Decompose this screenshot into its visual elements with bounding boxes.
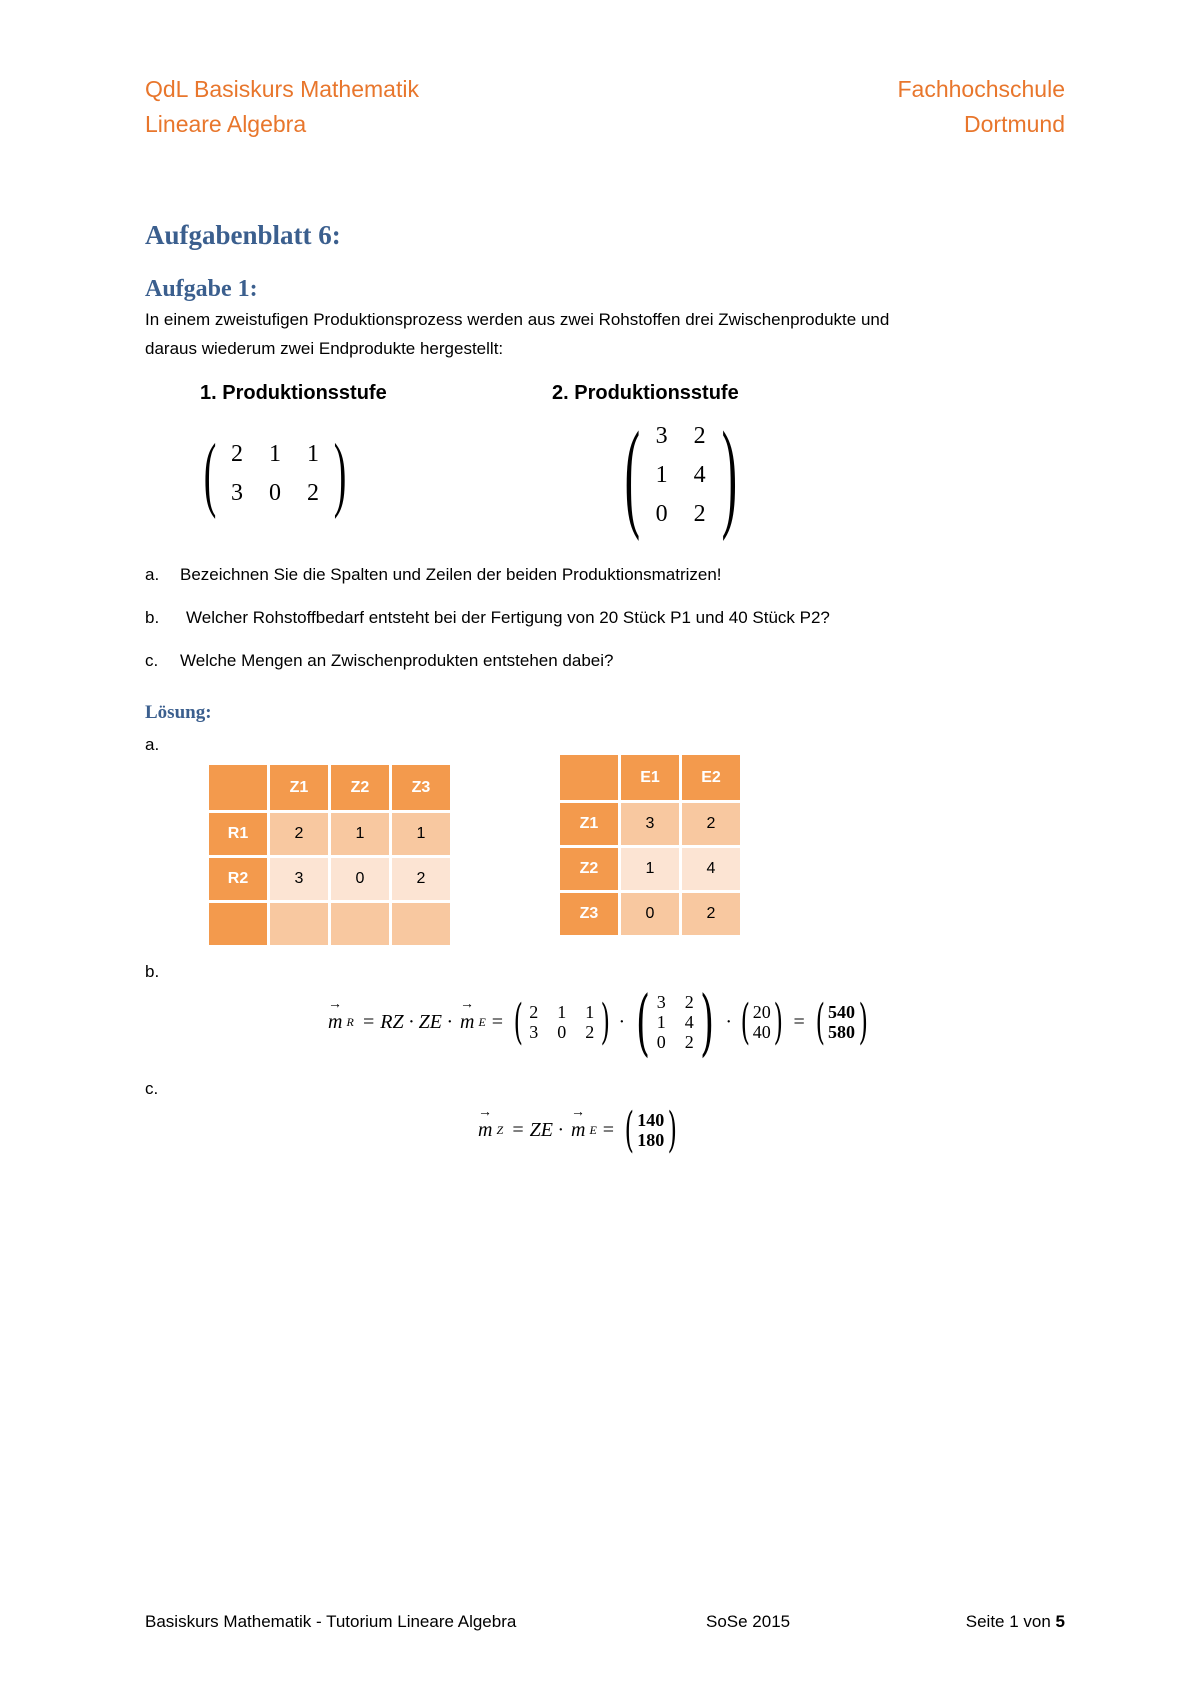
table-corner — [209, 765, 267, 810]
left-paren-icon: ( — [636, 980, 651, 1064]
matrix-stage2 — [612, 407, 749, 542]
footer-semester: SoSe 2015 — [706, 1612, 791, 1631]
solution-c-marker: c. — [145, 1079, 159, 1098]
matrix-cell: 0 — [268, 480, 281, 506]
equals-sign: = — [602, 1118, 615, 1141]
table-cell — [331, 903, 389, 945]
equation-operator: = ZE · — [511, 1118, 563, 1141]
table-cell: 1 — [331, 813, 389, 855]
matrix-cell: 0 — [655, 500, 668, 527]
matrix-cell: 1 — [656, 1012, 666, 1032]
column-header: Z3 — [392, 765, 450, 810]
task-heading: Aufgabe 1: — [145, 276, 258, 302]
matrix-cell: 2 — [585, 1022, 595, 1042]
footer-page-number — [966, 1612, 1065, 1632]
matrix-cell: 2 — [529, 1002, 539, 1022]
right-paren-icon: ) — [600, 994, 610, 1050]
vector-subscript: Z — [496, 1122, 504, 1137]
header-city: Dortmund — [964, 111, 1065, 137]
right-paren-icon: ) — [700, 980, 715, 1064]
vector-cell: 140 — [637, 1110, 665, 1130]
header-course: QdL Basiskurs Mathematik — [145, 76, 419, 102]
vector-subscript: E — [478, 1014, 486, 1029]
matrix-cell: 2 — [684, 992, 694, 1012]
vector-demand — [736, 994, 787, 1050]
question-a-text: Bezeichnen Sie die Spalten und Zeilen der beiden Produktionsmatrizen! — [180, 565, 722, 584]
matrix-cell: 0 — [557, 1022, 567, 1042]
matrix-rz — [509, 994, 614, 1050]
solution-a-marker: a. — [145, 735, 160, 754]
vector-cell: 540 — [828, 1002, 856, 1022]
table-cell: 1 — [392, 813, 450, 855]
vector-symbol: → m — [478, 1119, 492, 1142]
header-institution: Fachhochschule — [897, 76, 1065, 102]
table-cell: 2 — [270, 813, 328, 855]
left-paren-icon: ( — [740, 994, 751, 1050]
matrix-cell: 3 — [529, 1022, 539, 1042]
row-header — [209, 903, 267, 945]
matrix-cell: 4 — [684, 1012, 694, 1032]
table-cell: 0 — [621, 893, 679, 935]
question-c-marker: c. — [145, 651, 159, 670]
row-header: R1 — [209, 813, 267, 855]
table-cell: 3 — [270, 858, 328, 900]
matrix-cell: 1 — [268, 441, 281, 467]
right-paren-icon: ) — [721, 407, 737, 542]
question-c-text: Welche Mengen an Zwischenprodukten entstehen dabei? — [180, 651, 614, 670]
table-cell: 0 — [331, 858, 389, 900]
right-paren-icon: ) — [667, 1102, 677, 1158]
matrix-cell: 3 — [655, 422, 668, 449]
table-cell: 4 — [682, 848, 740, 890]
row-header: Z1 — [560, 803, 618, 845]
dot-operator: · — [725, 1010, 733, 1033]
right-paren-icon: ) — [773, 994, 783, 1050]
vector-result-intermediate — [620, 1102, 681, 1158]
page-title: Aufgabenblatt 6: — [145, 220, 341, 250]
task-intro-line2: daraus wiederum zwei Endprodukte hergestellt: — [145, 339, 504, 358]
dot-operator: · — [618, 1010, 626, 1033]
table-row — [560, 893, 740, 935]
matrix-cell: 2 — [230, 441, 243, 467]
solution-b-marker: b. — [145, 962, 160, 981]
equals-sign: = — [491, 1010, 504, 1033]
matrix-cell: 1 — [585, 1002, 595, 1022]
table-row — [209, 903, 450, 945]
matrix-cell: 0 — [656, 1032, 666, 1052]
stage1-label: 1. Produktionsstufe — [200, 382, 387, 404]
table-row — [209, 813, 450, 855]
row-header: Z3 — [560, 893, 618, 935]
task-intro-line1: In einem zweistufigen Produktionsprozess werden aus zwei Rohstoffen drei Zwischenprodukte und — [145, 310, 890, 329]
table-stage1 — [206, 762, 453, 948]
right-paren-icon: ) — [858, 994, 868, 1050]
footer-page-total: 5 — [1055, 1612, 1065, 1631]
table-cell: 1 — [621, 848, 679, 890]
matrix-cell: 3 — [656, 992, 666, 1012]
vector-cell: 40 — [752, 1022, 771, 1042]
matrix-stage1 — [196, 427, 354, 520]
matrix-cell: 1 — [306, 441, 319, 467]
matrix-cell: 2 — [306, 480, 319, 506]
vector-symbol: → m — [328, 1011, 342, 1034]
vector-subscript: R — [346, 1014, 354, 1029]
equation-intermediate — [478, 1100, 682, 1160]
left-paren-icon: ( — [624, 1102, 635, 1158]
left-paren-icon: ( — [624, 407, 641, 542]
matrix-cell: 1 — [655, 461, 668, 488]
header-subject: Lineare Algebra — [145, 111, 307, 137]
vector-cell: 20 — [752, 1002, 771, 1022]
table-row — [209, 858, 450, 900]
row-header: Z2 — [560, 848, 618, 890]
question-a-marker: a. — [145, 565, 160, 584]
matrix-cell: 3 — [230, 480, 243, 506]
table-corner — [560, 755, 618, 800]
left-paren-icon: ( — [203, 427, 217, 520]
row-header: R2 — [209, 858, 267, 900]
equals-sign: = — [793, 1010, 805, 1033]
table-cell — [270, 903, 328, 945]
matrix-cell: 2 — [693, 422, 706, 449]
table-stage2 — [557, 752, 743, 938]
question-b-text: Welcher Rohstoffbedarf entsteht bei der Fertigung von 20 Stück P1 und 40 Stück P2? — [186, 608, 830, 627]
vector-cell: 580 — [828, 1022, 856, 1042]
matrix-ze — [629, 980, 721, 1064]
table-cell — [392, 903, 450, 945]
left-paren-icon: ( — [513, 994, 524, 1050]
table-row — [560, 803, 740, 845]
table-row — [560, 848, 740, 890]
stage2-label: 2. Produktionsstufe — [552, 382, 739, 404]
question-b-marker: b. — [145, 608, 160, 627]
left-paren-icon: ( — [815, 994, 825, 1050]
matrix-cell: 1 — [557, 1002, 567, 1022]
table-cell: 2 — [682, 803, 740, 845]
right-paren-icon: ) — [333, 427, 347, 520]
column-header: Z2 — [331, 765, 389, 810]
footer-page-prefix: Seite 1 von — [965, 1612, 1056, 1631]
vector-result-raw — [811, 994, 872, 1050]
vector-cell: 180 — [637, 1130, 665, 1150]
column-header: E2 — [682, 755, 740, 800]
matrix-cell: 2 — [684, 1032, 694, 1052]
footer-course: Basiskurs Mathematik - Tutorium Lineare Algebra — [145, 1612, 517, 1631]
equation-operator: = RZ · ZE · — [361, 1010, 452, 1033]
table-cell: 3 — [621, 803, 679, 845]
table-cell: 2 — [682, 893, 740, 935]
solution-heading: Lösung: — [145, 702, 212, 723]
table-cell: 2 — [392, 858, 450, 900]
column-header: E1 — [621, 755, 679, 800]
matrix-cell: 2 — [693, 500, 706, 527]
matrix-cell: 4 — [693, 461, 706, 488]
vector-symbol: → m — [571, 1119, 585, 1142]
equation-raw-material — [328, 982, 872, 1062]
vector-symbol: → m — [460, 1011, 474, 1034]
vector-subscript: E — [589, 1122, 597, 1137]
column-header: Z1 — [270, 765, 328, 810]
